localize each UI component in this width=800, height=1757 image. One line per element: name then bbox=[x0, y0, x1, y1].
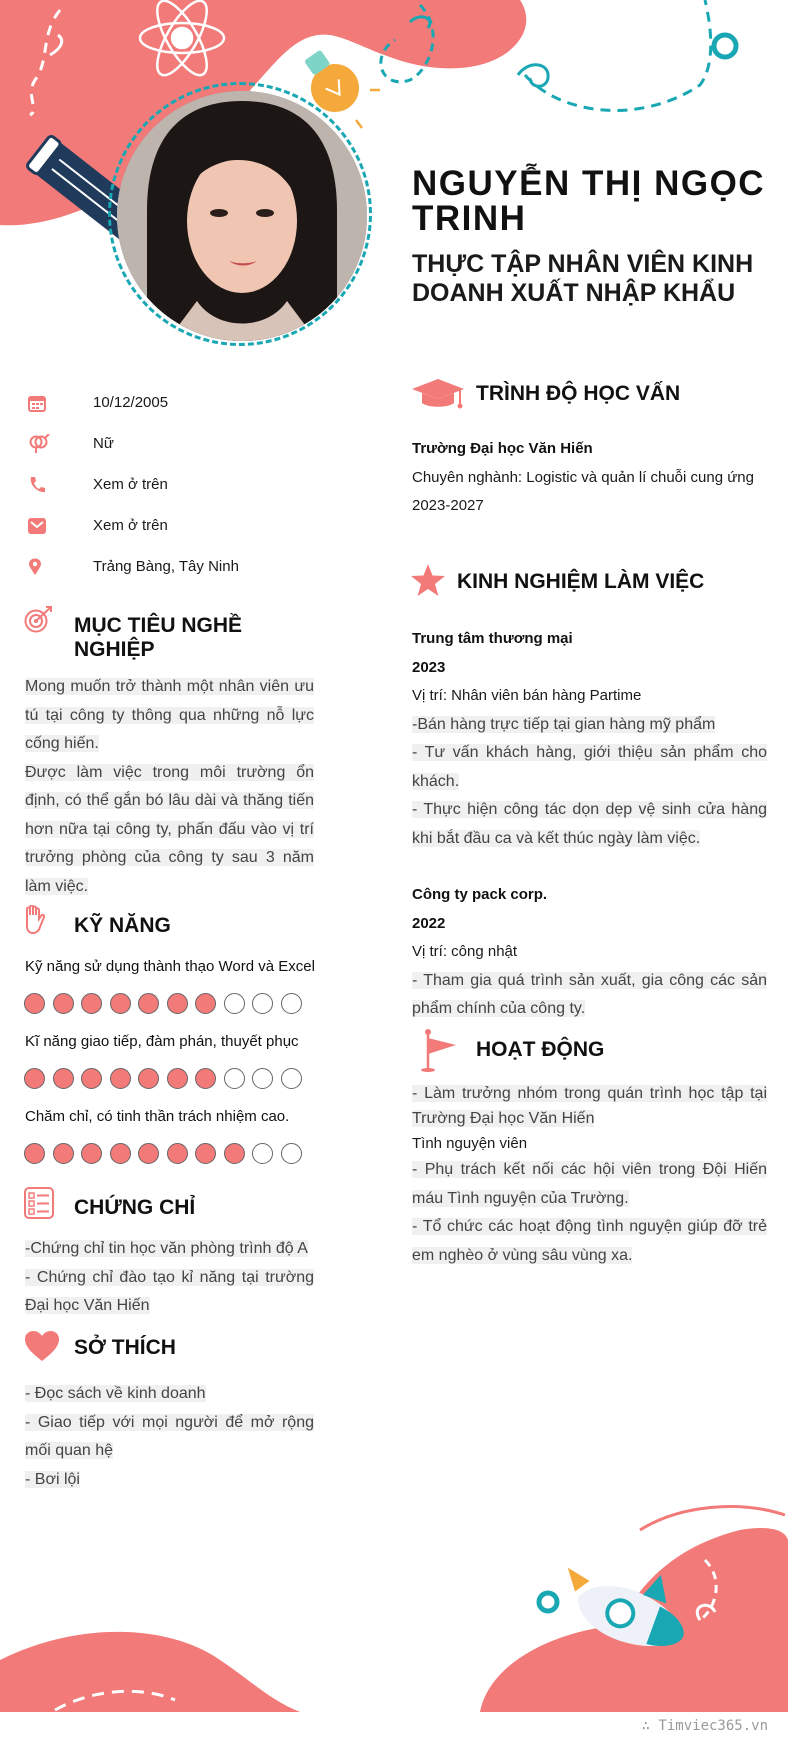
rating-dot-filled bbox=[81, 1143, 102, 1164]
rating-dot-filled bbox=[24, 1068, 45, 1089]
objective-title: MỤC TIÊU NGHỀ NGHIỆP bbox=[74, 614, 242, 661]
skill-rating bbox=[24, 1143, 302, 1164]
personal-info bbox=[28, 382, 328, 587]
info-location bbox=[28, 546, 328, 587]
heart-icon bbox=[24, 1330, 60, 1367]
graduation-cap-icon bbox=[410, 377, 466, 416]
job-task: - Tham gia quá trình sản xuất, gia công các sản phẩm chính của công ty. bbox=[412, 971, 767, 1017]
job-position: Vị trí: Nhân viên bán hàng Partime bbox=[412, 687, 642, 704]
rating-dot-filled bbox=[24, 1143, 45, 1164]
activity-line: - Làm trưởng nhóm trong quán trình học tập tại Trường Đại học Văn Hiến bbox=[412, 1085, 767, 1127]
info-value: 10/12/2005 bbox=[93, 394, 169, 411]
hobby-line: - Bơi lội bbox=[25, 1470, 80, 1488]
rating-dot-filled bbox=[167, 1068, 188, 1089]
rating-dot-filled bbox=[53, 1143, 74, 1164]
rating-dot-filled bbox=[138, 1068, 159, 1089]
location-icon bbox=[28, 556, 64, 578]
activities-title: HOẠT ĐỘNG bbox=[476, 1038, 605, 1061]
activities-text bbox=[412, 1081, 767, 1270]
info-value: Nữ bbox=[93, 435, 114, 452]
rating-dot-filled bbox=[110, 1068, 131, 1089]
certificates-title: CHỨNG CHỈ bbox=[74, 1196, 196, 1219]
candidate-role: THỰC TẬP NHÂN VIÊN KINH DOANH XUẤT NHẬP KHẨU bbox=[412, 250, 754, 307]
hand-icon bbox=[24, 905, 46, 940]
rating-dot-filled bbox=[110, 993, 131, 1014]
rating-dot-filled bbox=[53, 993, 74, 1014]
rating-dot-filled bbox=[53, 1068, 74, 1089]
skills-title: KỸ NĂNG bbox=[74, 914, 171, 937]
info-value: Trảng Bàng, Tây Ninh bbox=[93, 558, 239, 575]
calendar-icon bbox=[28, 392, 64, 414]
certificate-line: - Chứng chỉ đào tạo kỉ năng tại trường Đại học Văn Hiến bbox=[25, 1268, 314, 1314]
rating-dot-filled bbox=[81, 993, 102, 1014]
rating-dot-empty bbox=[281, 993, 302, 1014]
rating-dot-empty bbox=[252, 993, 273, 1014]
rating-dot-filled bbox=[195, 1143, 216, 1164]
rating-dot-empty bbox=[281, 1143, 302, 1164]
gender-icon bbox=[28, 433, 64, 455]
rating-dot-empty bbox=[224, 1068, 245, 1089]
info-value: Xem ở trên bbox=[93, 517, 168, 534]
rating-dot-filled bbox=[167, 993, 188, 1014]
education-text bbox=[412, 435, 767, 521]
phone-icon bbox=[28, 474, 64, 496]
info-email bbox=[28, 505, 328, 546]
objective-line: Mong muốn trở thành một nhân viên ưu tú tại công ty thông qua những nỗ lực cống hiến. bbox=[25, 678, 314, 752]
activity-line: - Phụ trách kết nối các hội viên trong Đội Hiến máu Tình nguyện của Trường. bbox=[412, 1161, 767, 1207]
job-year: 2022 bbox=[412, 914, 446, 932]
education-title: TRÌNH ĐỘ HỌC VẤN bbox=[476, 382, 681, 405]
objective-line: Được làm việc trong môi trường ổn định, có thể gắn bó lâu dài và thăng tiến hơn nữa tại công ty, phấn đấu vào vị trí trưởng phòng của công ty sau 3 năm làm việc. bbox=[25, 763, 314, 895]
objective-text bbox=[25, 673, 314, 901]
rating-dot-empty bbox=[281, 1068, 302, 1089]
rating-dot-filled bbox=[195, 1068, 216, 1089]
info-phone bbox=[28, 464, 328, 505]
rating-dot-filled bbox=[24, 993, 45, 1014]
info-value: Xem ở trên bbox=[93, 476, 168, 493]
experience-text bbox=[412, 625, 767, 1024]
info-gender bbox=[28, 423, 328, 464]
hobby-line: - Giao tiếp với mọi người để mở rộng mối quan hệ bbox=[25, 1413, 314, 1459]
rating-dot-filled bbox=[138, 993, 159, 1014]
hobbies-title: SỞ THÍCH bbox=[74, 1336, 176, 1359]
job-company: Công ty pack corp. bbox=[412, 886, 548, 903]
watermark: ∴ Timviec365.vn bbox=[641, 1718, 768, 1734]
target-icon bbox=[24, 604, 54, 639]
certificates-text bbox=[25, 1235, 314, 1321]
rating-dot-filled bbox=[224, 1143, 245, 1164]
info-birthday bbox=[28, 382, 328, 423]
activity-line: - Tổ chức các hoạt động tình nguyện giúp đỡ trẻ em nghèo ở vùng sâu vùng xa. bbox=[412, 1218, 767, 1264]
certificate-icon bbox=[24, 1187, 54, 1224]
rating-dot-filled bbox=[195, 993, 216, 1014]
education-major: Chuyên nghành: Logistic và quản lí chuỗi cung ứng bbox=[412, 468, 754, 486]
skill-rating bbox=[24, 1068, 302, 1089]
rating-dot-filled bbox=[110, 1143, 131, 1164]
skill-label: Kĩ năng giao tiếp, đàm phán, thuyết phục bbox=[25, 1033, 299, 1050]
certificate-line: -Chứng chỉ tin học văn phòng trình độ A bbox=[25, 1240, 308, 1257]
hobbies-text bbox=[25, 1380, 314, 1494]
activity-line: Tình nguyện viên bbox=[412, 1135, 528, 1152]
skill-rating bbox=[24, 993, 302, 1014]
rating-dot-filled bbox=[81, 1068, 102, 1089]
email-icon bbox=[28, 515, 64, 537]
candidate-name: NGUYỄN THỊ NGỌC TRINH bbox=[412, 164, 766, 238]
education-school: Trường Đại học Văn Hiến bbox=[412, 440, 593, 457]
star-icon bbox=[410, 563, 446, 602]
job-company: Trung tâm thương mại bbox=[412, 630, 573, 647]
education-years: 2023-2027 bbox=[412, 497, 484, 514]
rating-dot-empty bbox=[252, 1143, 273, 1164]
job-year: 2023 bbox=[412, 658, 446, 676]
experience-title: KINH NGHIỆM LÀM VIỆC bbox=[457, 570, 705, 593]
job-task: - Thực hiện công tác dọn dẹp vệ sinh cửa hàng khi bắt đầu ca và kết thúc ngày làm việc. bbox=[412, 801, 767, 847]
skill-label: Chăm chỉ, có tinh thần trách nhiệm cao. bbox=[25, 1108, 290, 1125]
job-task: -Bán hàng trực tiếp tại gian hàng mỹ phẩm bbox=[412, 715, 716, 733]
rating-dot-empty bbox=[224, 993, 245, 1014]
skill-label: Kỹ năng sử dụng thành thạo Word và Excel bbox=[25, 958, 315, 975]
rating-dot-empty bbox=[252, 1068, 273, 1089]
job-position: Vị trí: công nhật bbox=[412, 943, 518, 960]
rating-dot-filled bbox=[167, 1143, 188, 1164]
flag-icon bbox=[420, 1028, 460, 1077]
avatar bbox=[117, 91, 367, 341]
hobby-line: - Đọc sách về kinh doanh bbox=[25, 1385, 206, 1402]
job-task: - Tư vấn khách hàng, giới thiệu sản phẩm cho khách. bbox=[412, 744, 767, 790]
rating-dot-filled bbox=[138, 1143, 159, 1164]
